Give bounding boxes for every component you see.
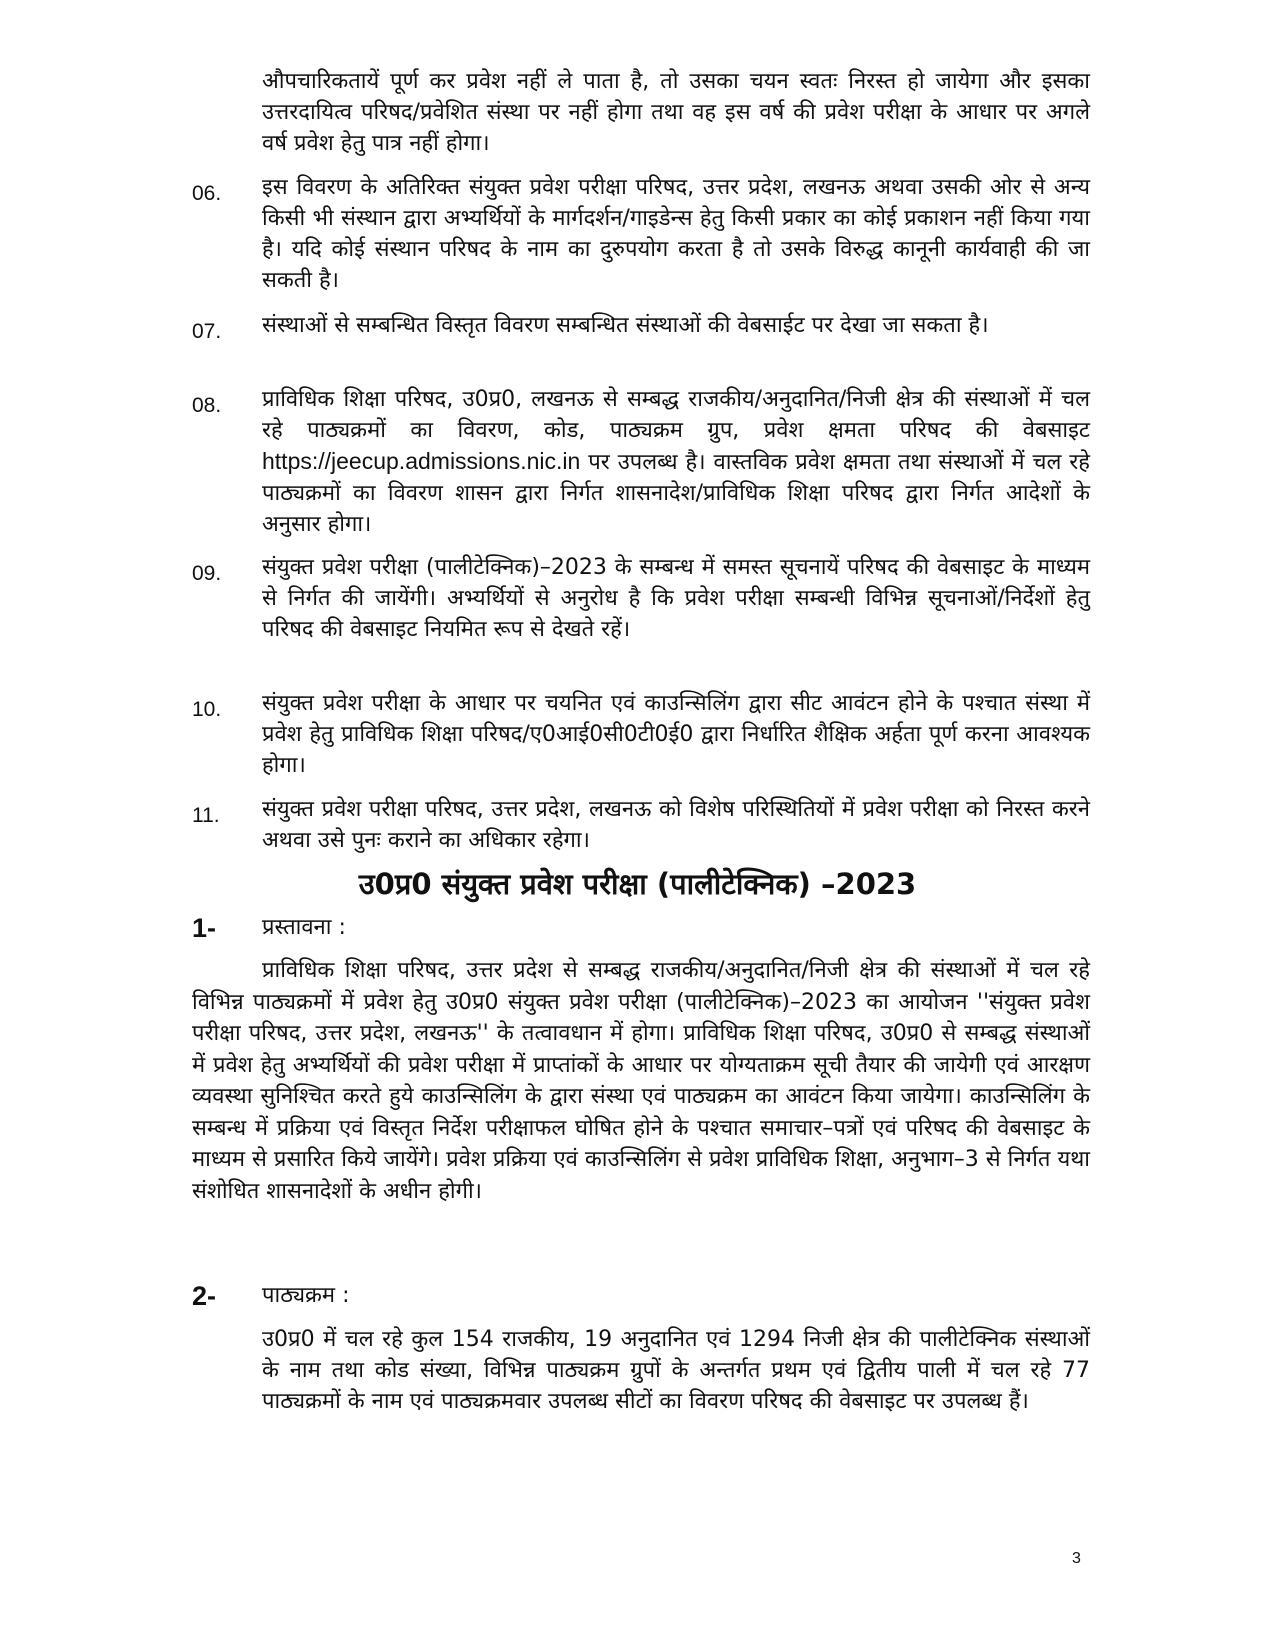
item-06-text: इस विवरण के अतिरिक्त संयुक्त प्रवेश परीक्षा परिषद, उत्तर प्रदेश, लखनऊ अथवा उसकी ओर से अन्य किसी भी संस्थान द्वारा अभ्यर्थियों के मार्गदर्शन/गाइडेन्स हेतु किसी प्रकार का कोई प्रकाशन नहीं किया गया है। यदि कोई संस्थान परिषद के नाम का दुरुपयोग करता है तो उसके विरुद्ध कानूनी कार्यवाही की जा सकती है। (262, 175, 1090, 293)
section-1-text (192, 955, 1090, 1207)
item-number-09: 09. (192, 562, 222, 585)
item-08-text-b: पर उपलब्ध है। वास्तविक प्रवेश क्षमता तथा संस्थाओं में चल रहे पाठ्यक्रमों का विवरण शासन द्वारा निर्गत शासनादेश/प्राविधिक शिक्षा परिषद द्वारा निर्गत आदेशों के अनुसार होगा। (262, 450, 1090, 537)
item-10-text: संयुक्त प्रवेश परीक्षा के आधार पर चयनित एवं काउन्सिलिंग द्वारा सीट आवंटन होने के पश्चात संस्था में प्रवेश हेतु प्राविधिक शिक्षा परिषद/ए0आई0सी0टी0ई0 द्वारा निर्धारित शैक्षिक अर्हता पूर्ण करना आवश्यक होगा। (262, 691, 1090, 778)
section-1-body: प्राविधिक शिक्षा परिषद, उत्तर प्रदेश से सम्बद्ध राजकीय/अनुदानित/निजी क्षेत्र की संस्थाओं में चल रहे विभिन्न पाठ्यक्रमों में प्रवेश हेतु उ0प्र0 संयुक्त प्रवेश परीक्षा (पालीटेक्निक)–2023 का आयोजन ''संयुक्त प्रवेश परीक्षा परिषद, उत्तर प्रदेश, लखनऊ'' के तत्वावधान में होगा। प्राविधिक शिक्षा परिषद, उ0प्र0 से सम्बद्ध संस्थाओं में प्रवेश हेतु अभ्यर्थियों की प्रवेश परीक्षा में प्राप्तांकों के आधार पर योग्यताक्रम सूची तैयार की जायेगी एवं आरक्षण व्यवस्था सुनिश्चित करते हुये काउन्सिलिंग के द्वारा संस्था एवं पाठ्यक्रम का आवंटन किया जायेगा। काउन्सिलिंग के सम्बन्ध में प्रक्रिया एवं विस्तृत निर्देश परीक्षाफल घोषित होने के पश्चात समाचार–पत्रों एवं परिषद की वेबसाइट के माध्यम से प्रसारित किये जायेंगे। प्रवेश प्रक्रिया एवं काउन्सिलिंग से प्रवेश प्राविधिक शिक्षा, अनुभाग–3 से निर्गत यथा संशोधित शासनादेशों के अधीन होगी। (192, 958, 1090, 1204)
item-11-text: संयुक्त प्रवेश परीक्षा परिषद, उत्तर प्रदेश, लखनऊ को विशेष परिस्थितियों में प्रवेश परीक्षा को निरस्त करने अथवा उसे पुनः कराने का अधिकार रहेगा। (262, 797, 1090, 853)
item-07-text: संस्थाओं से सम्बन्धित विस्तृत विवरण सम्बन्धित संस्थाओं की वेबसाईट पर देखा जा सकता है। (262, 313, 989, 338)
main-title: उ0प्र0 संयुक्त प्रवेश परीक्षा (पालीटेक्निक) –2023 (358, 867, 917, 901)
section-2-text: उ0प्र0 में चल रहे कुल 154 राजकीय, 19 अनुदानित एवं 1294 निजी क्षेत्र की पालीटेक्निक संस्थाओं के नाम तथा कोड संख्या, विभिन्न पाठ्यक्रम ग्रुपों के अन्तर्गत प्रथम एवं द्वितीय पाली में चल रहे 77 पाठ्यक्रमों के नाम एवं पाठ्यक्रमवार उपलब्ध सीटों का विवरण परिषद की वेबसाइट पर उपलब्ध हैं। (262, 1327, 1090, 1414)
item-09-text: संयुक्त प्रवेश परीक्षा (पालीटेक्निक)–2023 के सम्बन्ध में समस्त सूचनायें परिषद की वेबसाइट के माध्यम से निर्गत की जायेंगी। अभ्यर्थियों से अनुरोध है कि प्रवेश परीक्षा सम्बन्धी विभिन्न सूचनाओं/निर्देशों हेतु परिषद की वेबसाइट नियमित रूप से देखते रहें। (262, 555, 1090, 642)
section-1-title: प्रस्तावना : (262, 915, 346, 940)
page-number: 3 (1072, 1550, 1081, 1567)
item-number-06: 06. (192, 182, 222, 205)
section-2-number: 2- (192, 1281, 217, 1311)
section-2-title: पाठ्यक्रम : (262, 1283, 350, 1308)
item-08-text (262, 384, 1090, 540)
item-number-07: 07. (192, 320, 222, 343)
continuation-paragraph: औपचारिकतायें पूर्ण कर प्रवेश नहीं ले पाता है, तो उसका चयन स्वतः निरस्त हो जायेगा और इसका उत्तरदायित्व परिषद/प्रवेशित संस्था पर नहीं होगा तथा वह इस वर्ष की प्रवेश परीक्षा के आधार पर अगले वर्ष प्रवेश हेतु पात्र नहीं होगा। (262, 69, 1090, 156)
item-08-text-a: प्राविधिक शिक्षा परिषद, उ0प्र0, लखनऊ से सम्बद्ध राजकीय/अनुदानित/निजी क्षेत्र की संस्थाओं में चल रहे पाठ्यक्रमों का विवरण, कोड, पाठ्यक्रम ग्रुप, प्रवेश क्षमता परिषद की वेबसाइट (262, 387, 1090, 443)
section-1-number: 1- (192, 913, 217, 943)
item-number-10: 10. (192, 698, 222, 721)
item-number-11: 11. (192, 804, 220, 827)
website-link[interactable]: https://jeecup.admissions.nic.in (262, 448, 581, 474)
item-number-08: 08. (192, 394, 222, 417)
